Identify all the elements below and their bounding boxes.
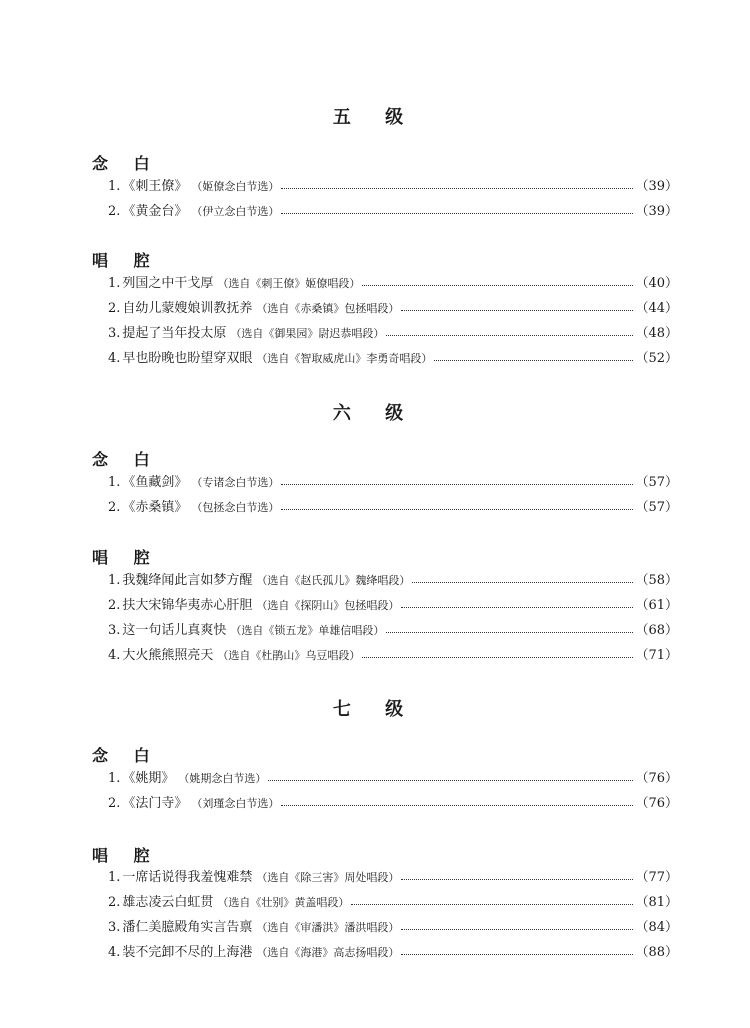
dot-leader [386, 335, 633, 336]
item-title: 自幼儿蒙嫂娘训教抚养 [122, 301, 253, 316]
dot-leader [268, 780, 633, 781]
item-source: （伊立念白节选） [191, 205, 280, 218]
item-number: 2. [108, 796, 121, 811]
toc-item[interactable] [108, 322, 678, 342]
toc-item[interactable] [108, 891, 678, 911]
section-heading: 唱 腔 [92, 548, 160, 567]
toc-item[interactable] [108, 594, 678, 614]
item-title: 《黄金台》 [122, 204, 188, 219]
item-number: 1. [108, 276, 121, 291]
item-title: 提起了当年投太原 [122, 326, 227, 341]
page-number: （81） [635, 895, 678, 910]
item-number: 1. [108, 179, 121, 194]
level-title: 六 级 [332, 403, 418, 424]
toc-item[interactable] [108, 866, 678, 886]
item-number: 3. [108, 920, 121, 935]
dot-leader [281, 509, 633, 510]
item-title: 早也盼晚也盼望穿双眼 [122, 351, 253, 366]
page-number: （88） [635, 945, 678, 960]
page-number: （57） [635, 500, 678, 515]
item-title: 装不完卸不尽的上海港 [122, 945, 253, 960]
section-heading: 唱 腔 [92, 251, 160, 270]
item-title: 《赤桑镇》 [122, 500, 188, 515]
page-number: （76） [635, 771, 678, 786]
page-number: （44） [635, 301, 678, 316]
dot-leader [401, 310, 633, 311]
item-number: 4. [108, 945, 121, 960]
item-number: 1. [108, 475, 121, 490]
toc-item[interactable] [108, 767, 678, 787]
page-number: （76） [635, 796, 678, 811]
page-number: （39） [635, 179, 678, 194]
page-number: （57） [635, 475, 678, 490]
dot-leader [401, 607, 633, 608]
page-number: （71） [635, 648, 678, 663]
item-title: 大火熊熊照亮天 [122, 648, 214, 663]
item-title: 雄志凌云白虹贯 [122, 895, 214, 910]
section-heading: 念 白 [92, 746, 160, 765]
dot-leader [362, 657, 633, 658]
item-source: （选自《除三害》周处唱段） [256, 871, 400, 884]
dot-leader [434, 360, 633, 361]
item-number: 2. [108, 204, 121, 219]
page-number: （40） [635, 276, 678, 291]
toc-item[interactable] [108, 644, 678, 664]
section-heading: 念 白 [92, 450, 160, 469]
item-number: 2. [108, 500, 121, 515]
toc-item[interactable] [108, 272, 678, 292]
dot-leader [401, 929, 633, 930]
toc-item[interactable] [108, 297, 678, 317]
item-source: （选自《智取威虎山》李勇奇唱段） [256, 352, 433, 365]
item-source: （专诸念白节选） [191, 476, 280, 489]
item-source: （选自《刺王僚》姬僚唱段） [217, 277, 361, 290]
item-number: 2. [108, 895, 121, 910]
item-title: 潘仁美臆殿角实言告禀 [122, 920, 253, 935]
item-source: （刘瑾念白节选） [191, 797, 280, 810]
page-number: （61） [635, 598, 678, 613]
item-number: 3. [108, 326, 121, 341]
item-number: 2. [108, 598, 121, 613]
dot-leader [401, 879, 633, 880]
section-heading: 念 白 [92, 154, 160, 173]
item-source: （选自《锁五龙》单雄信唱段） [230, 624, 385, 637]
toc-item[interactable] [108, 792, 678, 812]
item-source: （选自《赤桑镇》包拯唱段） [256, 302, 400, 315]
toc-item[interactable] [108, 200, 678, 220]
item-source: （选自《赵氏孤儿》魏绛唱段） [256, 574, 411, 587]
item-number: 4. [108, 648, 121, 663]
page-number: （52） [635, 351, 678, 366]
item-number: 2. [108, 301, 121, 316]
item-number: 1. [108, 573, 121, 588]
item-title: 扶大宋锦华夷赤心肝胆 [122, 598, 253, 613]
item-source: （选自《审潘洪》潘洪唱段） [256, 921, 400, 934]
item-source: （包拯念白节选） [191, 501, 280, 514]
item-source: （选自《探阴山》包拯唱段） [256, 599, 400, 612]
page-number: （58） [635, 573, 678, 588]
item-title: 一席话说得我羞愧难禁 [122, 870, 253, 885]
item-source: （选自《壮别》黄盖唱段） [217, 896, 350, 909]
item-source: （选自《御果园》尉迟恭唱段） [230, 327, 385, 340]
toc-item[interactable] [108, 941, 678, 961]
item-title: 《鱼藏剑》 [122, 475, 188, 490]
dot-leader [281, 213, 633, 214]
dot-leader [362, 285, 633, 286]
page-number: （68） [635, 623, 678, 638]
item-number: 1. [108, 870, 121, 885]
item-title: 我魏绛闻此言如梦方醒 [122, 573, 253, 588]
item-title: 《法门寺》 [122, 796, 188, 811]
toc-item[interactable] [108, 471, 678, 491]
item-source: （姚期念白节选） [178, 772, 267, 785]
page-number: （48） [635, 326, 678, 341]
level-title: 七 级 [332, 699, 418, 720]
page-number: （39） [635, 204, 678, 219]
item-source: （选自《杜鹃山》乌豆唱段） [217, 649, 361, 662]
toc-item[interactable] [108, 347, 678, 367]
level-title: 五 级 [332, 107, 418, 128]
dot-leader [386, 632, 633, 633]
dot-leader [351, 904, 633, 905]
item-title: 这一句话儿真爽快 [122, 623, 227, 638]
item-number: 4. [108, 351, 121, 366]
dot-leader [281, 484, 633, 485]
item-source: （选自《海港》高志扬唱段） [256, 946, 400, 959]
dot-leader [412, 582, 633, 583]
dot-leader [401, 954, 633, 955]
item-title: 列国之中干戈厚 [122, 276, 214, 291]
toc-item[interactable] [108, 175, 678, 195]
toc-item[interactable] [108, 496, 678, 516]
item-source: （姬僚念白节选） [191, 180, 280, 193]
item-title: 《姚期》 [122, 771, 175, 786]
page-number: （84） [635, 920, 678, 935]
dot-leader [281, 805, 633, 806]
toc-item[interactable] [108, 569, 678, 589]
dot-leader [281, 188, 633, 189]
section-heading: 唱 腔 [92, 846, 160, 865]
page-number: （77） [635, 870, 678, 885]
item-number: 1. [108, 771, 121, 786]
item-title: 《刺王僚》 [122, 179, 188, 194]
toc-item[interactable] [108, 619, 678, 639]
item-number: 3. [108, 623, 121, 638]
toc-item[interactable] [108, 916, 678, 936]
